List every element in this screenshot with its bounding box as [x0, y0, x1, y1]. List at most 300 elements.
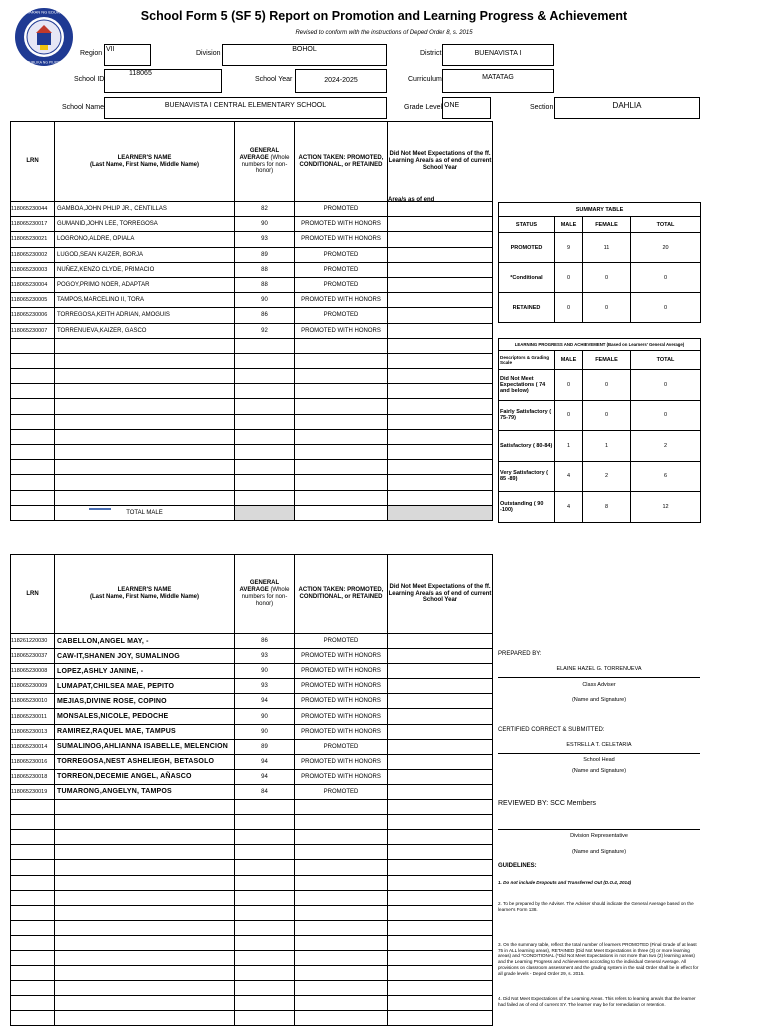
- name-cell[interactable]: [55, 905, 235, 920]
- did-not-meet-cell[interactable]: [388, 217, 493, 232]
- table-row: [11, 649, 493, 664]
- table-row: [11, 445, 493, 460]
- name-cell[interactable]: TAMPOS,MARCELINO II, TORA: [55, 293, 235, 308]
- average-cell[interactable]: [235, 860, 295, 875]
- did-not-meet-cell[interactable]: [388, 784, 493, 799]
- lrn-cell[interactable]: [11, 460, 55, 475]
- did-not-meet-cell[interactable]: [388, 800, 493, 815]
- action-cell[interactable]: [295, 981, 388, 996]
- did-not-meet-cell[interactable]: [388, 950, 493, 965]
- name-cell[interactable]: [55, 384, 235, 399]
- name-cell[interactable]: [55, 475, 235, 490]
- name-cell[interactable]: LUGOD,SEAN KAIZER, BORJA: [55, 247, 235, 262]
- lrn-cell[interactable]: [11, 353, 55, 368]
- lrn-cell[interactable]: 118065230037: [11, 649, 55, 664]
- action-cell[interactable]: [295, 353, 388, 368]
- name-cell[interactable]: [55, 966, 235, 981]
- table-row: [11, 784, 493, 799]
- lrn-cell[interactable]: 118065230019: [11, 784, 55, 799]
- action-cell[interactable]: [295, 384, 388, 399]
- lrn-cell[interactable]: [11, 338, 55, 353]
- average-cell[interactable]: 93: [235, 232, 295, 247]
- school-year-field[interactable]: 2024-2025: [295, 69, 387, 93]
- lrn-cell[interactable]: 118065230044: [11, 202, 55, 217]
- guidelines-title: GUIDELINES:: [498, 863, 537, 869]
- progress-total: 6: [631, 461, 701, 492]
- average-cell[interactable]: [235, 950, 295, 965]
- action-cell[interactable]: PROMOTED WITH HONORS: [295, 709, 388, 724]
- name-cell[interactable]: [55, 860, 235, 875]
- average-cell[interactable]: [235, 875, 295, 890]
- average-cell[interactable]: 88: [235, 277, 295, 292]
- average-cell[interactable]: [235, 369, 295, 384]
- lrn-cell[interactable]: 118065230014: [11, 739, 55, 754]
- did-not-meet-cell[interactable]: [388, 739, 493, 754]
- average-cell[interactable]: [235, 414, 295, 429]
- name-cell[interactable]: LOPEZ,ASHLY JANINE, -: [55, 664, 235, 679]
- average-cell[interactable]: [235, 399, 295, 414]
- average-cell[interactable]: 93: [235, 649, 295, 664]
- progress-male: 0: [555, 370, 583, 401]
- name-cell[interactable]: CAW-IT,SHANEN JOY, SUMALINOG: [55, 649, 235, 664]
- table-row: [11, 724, 493, 739]
- action-cell[interactable]: PROMOTED WITH HONORS: [295, 232, 388, 247]
- action-cell[interactable]: PROMOTED WITH HONORS: [295, 724, 388, 739]
- did-not-meet-cell[interactable]: [388, 664, 493, 679]
- lrn-cell[interactable]: 118261220030: [11, 634, 55, 649]
- did-not-meet-cell[interactable]: [388, 845, 493, 860]
- name-cell[interactable]: LOGRONO,ALDRE, OPIALA: [55, 232, 235, 247]
- average-cell[interactable]: 90: [235, 709, 295, 724]
- lrn-cell[interactable]: 118065230003: [11, 262, 55, 277]
- did-not-meet-cell[interactable]: [388, 293, 493, 308]
- name-cell[interactable]: CABELLON,ANGEL MAY, -: [55, 634, 235, 649]
- did-not-meet-cell[interactable]: [388, 966, 493, 981]
- average-cell[interactable]: 82: [235, 202, 295, 217]
- name-cell[interactable]: [55, 460, 235, 475]
- name-cell[interactable]: [55, 399, 235, 414]
- lrn-cell[interactable]: [11, 890, 55, 905]
- table-row: [11, 202, 493, 217]
- lrn-cell[interactable]: [11, 845, 55, 860]
- summary-head-male: MALE: [555, 217, 583, 233]
- name-cell[interactable]: NUÑEZ,KENZO CLYDE, PRIMACIO: [55, 262, 235, 277]
- action-cell[interactable]: PROMOTED WITH HONORS: [295, 217, 388, 232]
- average-cell[interactable]: [235, 353, 295, 368]
- lrn-cell[interactable]: [11, 399, 55, 414]
- summary-male: 0: [555, 263, 583, 293]
- total-male-action-cell: [295, 505, 388, 520]
- summary-row: [499, 233, 701, 263]
- progress-desc: Very Satisfactory ( 85 -89): [499, 461, 555, 492]
- male-table-header: [11, 122, 493, 202]
- action-cell[interactable]: PROMOTED: [295, 308, 388, 323]
- lrn-cell[interactable]: [11, 920, 55, 935]
- average-cell[interactable]: [235, 384, 295, 399]
- did-not-meet-cell[interactable]: [388, 460, 493, 475]
- action-cell[interactable]: PROMOTED WITH HONORS: [295, 754, 388, 769]
- action-cell[interactable]: PROMOTED WITH HONORS: [295, 679, 388, 694]
- average-cell[interactable]: [235, 966, 295, 981]
- lrn-cell[interactable]: [11, 445, 55, 460]
- lrn-cell[interactable]: [11, 966, 55, 981]
- adviser-role: Class Adviser: [582, 682, 616, 688]
- avg-header-sub: (Whole numbers for non-honor): [241, 154, 290, 175]
- summary-title: SUMMARY TABLE: [499, 203, 701, 217]
- average-cell[interactable]: [235, 996, 295, 1011]
- name-cell[interactable]: [55, 800, 235, 815]
- did-not-meet-cell[interactable]: [388, 649, 493, 664]
- action-header: ACTION TAKEN: PROMOTED, CONDITIONAL, or RETAINED: [295, 122, 388, 202]
- action-cell[interactable]: PROMOTED: [295, 784, 388, 799]
- table-row: [11, 338, 493, 353]
- action-cell[interactable]: [295, 369, 388, 384]
- did-not-meet-cell[interactable]: [388, 890, 493, 905]
- name-cell[interactable]: [55, 414, 235, 429]
- action-cell[interactable]: [295, 935, 388, 950]
- lrn-cell[interactable]: [11, 414, 55, 429]
- lrn-cell[interactable]: [11, 950, 55, 965]
- certified-label: CERTIFIED CORRECT & SUBMITTED:: [498, 727, 605, 733]
- table-row: [11, 399, 493, 414]
- progress-head-male: MALE: [555, 351, 583, 370]
- name-cell[interactable]: [55, 920, 235, 935]
- average-cell[interactable]: 86: [235, 308, 295, 323]
- average-cell[interactable]: 90: [235, 293, 295, 308]
- action-cell[interactable]: PROMOTED: [295, 277, 388, 292]
- name-cell[interactable]: [55, 950, 235, 965]
- average-cell[interactable]: 94: [235, 694, 295, 709]
- average-cell[interactable]: [235, 490, 295, 505]
- action-cell[interactable]: PROMOTED: [295, 247, 388, 262]
- name-cell[interactable]: TORREGOSA,NEST ASHELIEGH, BETASOLO: [55, 754, 235, 769]
- did-not-meet-cell[interactable]: [388, 679, 493, 694]
- did-not-meet-cell[interactable]: [388, 384, 493, 399]
- name-header-main-f: LEARNER'S NAME: [117, 587, 172, 594]
- action-cell[interactable]: [295, 445, 388, 460]
- action-cell[interactable]: PROMOTED: [295, 202, 388, 217]
- average-cell[interactable]: [235, 475, 295, 490]
- did-not-meet-cell[interactable]: [388, 709, 493, 724]
- lrn-cell[interactable]: [11, 935, 55, 950]
- did-not-meet-cell[interactable]: [388, 754, 493, 769]
- lrn-cell[interactable]: 118065230008: [11, 664, 55, 679]
- action-cell[interactable]: [295, 830, 388, 845]
- name-cell[interactable]: [55, 875, 235, 890]
- table-row: [11, 679, 493, 694]
- average-cell[interactable]: 92: [235, 323, 295, 338]
- did-not-meet-cell[interactable]: [388, 353, 493, 368]
- progress-female: 2: [583, 461, 631, 492]
- progress-female: 1: [583, 431, 631, 462]
- average-cell[interactable]: [235, 935, 295, 950]
- name-cell[interactable]: RAMIREZ,RAQUEL MAE, TAMPUS: [55, 724, 235, 739]
- table-row: [11, 460, 493, 475]
- lrn-cell[interactable]: [11, 875, 55, 890]
- action-cell[interactable]: PROMOTED: [295, 262, 388, 277]
- did-not-meet-cell[interactable]: [388, 247, 493, 262]
- action-cell[interactable]: [295, 460, 388, 475]
- did-not-meet-cell[interactable]: [388, 920, 493, 935]
- did-not-meet-cell[interactable]: [388, 875, 493, 890]
- table-row: [11, 830, 493, 845]
- lrn-cell[interactable]: 118065230018: [11, 769, 55, 784]
- name-cell[interactable]: [55, 445, 235, 460]
- average-cell[interactable]: [235, 830, 295, 845]
- average-cell[interactable]: 89: [235, 247, 295, 262]
- total-male-avg-cell: [235, 505, 295, 520]
- did-not-meet-cell[interactable]: [388, 724, 493, 739]
- did-not-meet-cell[interactable]: [388, 694, 493, 709]
- adviser-sig-label: (Name and Signature): [571, 697, 627, 703]
- total-male-label-cell: [55, 505, 235, 520]
- grade-level-field[interactable]: ONE: [442, 97, 491, 119]
- average-cell[interactable]: [235, 890, 295, 905]
- lrn-cell[interactable]: 118065230016: [11, 754, 55, 769]
- progress-total: 0: [631, 370, 701, 401]
- did-not-meet-cell[interactable]: [388, 232, 493, 247]
- name-cell[interactable]: GUMANID,JOHN LEE, TORREGOSA: [55, 217, 235, 232]
- table-row: [11, 247, 493, 262]
- reviewed-label: REVIEWED BY: SCC Members: [498, 800, 597, 807]
- name-cell[interactable]: [55, 935, 235, 950]
- region-label: Region: [80, 50, 103, 57]
- table-row: [11, 323, 493, 338]
- lrn-header-f: LRN: [11, 555, 55, 634]
- progress-female: 0: [583, 400, 631, 431]
- action-cell[interactable]: [295, 414, 388, 429]
- name-cell[interactable]: TUMARONG,ANGELYN, TAMPOS: [55, 784, 235, 799]
- form-subtitle: Revised to conform with the instructions of Deped Order 8, s. 2015: [295, 30, 473, 36]
- table-row: [11, 739, 493, 754]
- action-header-f: ACTION TAKEN: PROMOTED, CONDITIONAL, or RETAINED: [295, 555, 388, 634]
- did-not-meet-cell[interactable]: [388, 475, 493, 490]
- did-not-meet-cell[interactable]: [388, 769, 493, 784]
- average-cell[interactable]: 94: [235, 754, 295, 769]
- action-cell[interactable]: [295, 920, 388, 935]
- total-male-row: [11, 505, 493, 520]
- action-cell[interactable]: PROMOTED WITH HONORS: [295, 664, 388, 679]
- name-cell[interactable]: TORREON,DECEMIE ANGEL, AÑASCO: [55, 769, 235, 784]
- name-cell[interactable]: [55, 845, 235, 860]
- lrn-cell[interactable]: [11, 996, 55, 1011]
- division-field[interactable]: BOHOL: [222, 44, 387, 66]
- action-cell[interactable]: [295, 996, 388, 1011]
- did-not-meet-cell[interactable]: [388, 202, 493, 217]
- action-cell[interactable]: [295, 966, 388, 981]
- lrn-cell[interactable]: [11, 369, 55, 384]
- did-not-meet-cell[interactable]: [388, 277, 493, 292]
- average-cell[interactable]: [235, 429, 295, 444]
- name-cell[interactable]: [55, 429, 235, 444]
- action-cell[interactable]: PROMOTED WITH HONORS: [295, 649, 388, 664]
- did-not-meet-cell[interactable]: [388, 414, 493, 429]
- name-cell[interactable]: [55, 996, 235, 1011]
- average-cell[interactable]: [235, 800, 295, 815]
- did-not-meet-cell[interactable]: [388, 634, 493, 649]
- lrn-cell[interactable]: 118065230004: [11, 277, 55, 292]
- progress-desc: Fairly Satisfactory ( 75-79): [499, 400, 555, 431]
- action-cell[interactable]: PROMOTED WITH HONORS: [295, 694, 388, 709]
- did-not-meet-cell[interactable]: [388, 369, 493, 384]
- did-not-meet-cell[interactable]: [388, 490, 493, 505]
- name-cell[interactable]: [55, 981, 235, 996]
- lrn-cell[interactable]: 118065230002: [11, 247, 55, 262]
- lrn-cell[interactable]: [11, 475, 55, 490]
- did-not-meet-cell[interactable]: [388, 830, 493, 845]
- district-field[interactable]: BUENAVISTA I: [442, 44, 554, 66]
- progress-desc: Satisfactory ( 80-84): [499, 431, 555, 462]
- did-not-meet-cell[interactable]: [388, 308, 493, 323]
- curriculum-field[interactable]: MATATAG: [442, 69, 554, 93]
- lrn-cell[interactable]: 118065230010: [11, 694, 55, 709]
- action-cell[interactable]: [295, 815, 388, 830]
- section-field[interactable]: DAHLIA: [554, 97, 700, 119]
- lrn-cell[interactable]: 118065230017: [11, 217, 55, 232]
- progress-total: 0: [631, 400, 701, 431]
- action-cell[interactable]: [295, 338, 388, 353]
- table-row: [11, 845, 493, 860]
- average-cell[interactable]: 84: [235, 784, 295, 799]
- action-cell[interactable]: PROMOTED: [295, 739, 388, 754]
- action-cell[interactable]: PROMOTED WITH HONORS: [295, 769, 388, 784]
- average-cell[interactable]: 89: [235, 739, 295, 754]
- average-cell[interactable]: [235, 905, 295, 920]
- action-cell[interactable]: [295, 845, 388, 860]
- lrn-cell[interactable]: 118065230009: [11, 679, 55, 694]
- lrn-cell[interactable]: 118065230006: [11, 308, 55, 323]
- average-cell[interactable]: [235, 338, 295, 353]
- did-not-meet-cell[interactable]: [388, 445, 493, 460]
- name-cell[interactable]: TORRENUEVA,KAIZER, GASCO: [55, 323, 235, 338]
- did-not-meet-cell[interactable]: [388, 981, 493, 996]
- action-cell[interactable]: PROMOTED: [295, 634, 388, 649]
- did-not-meet-cell[interactable]: [388, 996, 493, 1011]
- average-cell[interactable]: 90: [235, 664, 295, 679]
- action-cell[interactable]: PROMOTED WITH HONORS: [295, 323, 388, 338]
- action-cell[interactable]: [295, 800, 388, 815]
- name-cell[interactable]: SUMALINOG,AHLIANNA ISABELLE, MELENCION: [55, 739, 235, 754]
- female-learners-table: [10, 554, 493, 1026]
- did-not-meet-cell[interactable]: [388, 815, 493, 830]
- name-cell[interactable]: LUMAPAT,CHILSEA MAE, PEPITO: [55, 679, 235, 694]
- name-cell[interactable]: GAMBOA,JOHN PHLIP JR., CENTILLAS: [55, 202, 235, 217]
- name-cell[interactable]: [55, 815, 235, 830]
- table-row: [11, 694, 493, 709]
- region-field[interactable]: VII: [104, 44, 151, 66]
- lrn-cell[interactable]: 118065230011: [11, 709, 55, 724]
- progress-row: [499, 461, 701, 492]
- average-cell[interactable]: 93: [235, 679, 295, 694]
- average-cell[interactable]: [235, 445, 295, 460]
- school-name-label: School Name: [62, 104, 105, 111]
- average-cell[interactable]: [235, 815, 295, 830]
- table-row: [11, 890, 493, 905]
- name-cell[interactable]: MEJIAS,DIVINE ROSE, COPINO: [55, 694, 235, 709]
- school-name-field[interactable]: BUENAVISTA I CENTRAL ELEMENTARY SCHOOL: [104, 97, 387, 119]
- average-cell[interactable]: [235, 981, 295, 996]
- div-rep-sig-label: (Name and Signature): [571, 849, 627, 855]
- name-cell[interactable]: MONSALES,NICOLE, PEDOCHE: [55, 709, 235, 724]
- name-cell[interactable]: [55, 830, 235, 845]
- lrn-cell[interactable]: 118065230005: [11, 293, 55, 308]
- action-cell[interactable]: [295, 890, 388, 905]
- lrn-cell[interactable]: [11, 981, 55, 996]
- lrn-cell[interactable]: 118065230013: [11, 724, 55, 739]
- did-not-meet-cell[interactable]: [388, 262, 493, 277]
- lrn-cell[interactable]: [11, 384, 55, 399]
- name-cell[interactable]: [55, 338, 235, 353]
- average-cell[interactable]: [235, 920, 295, 935]
- action-cell[interactable]: PROMOTED WITH HONORS: [295, 293, 388, 308]
- did-not-meet-cell[interactable]: [388, 323, 493, 338]
- did-not-meet-cell[interactable]: [388, 860, 493, 875]
- name-cell[interactable]: [55, 490, 235, 505]
- progress-head-desc: Descriptors & Grading Scale: [499, 351, 555, 370]
- average-cell[interactable]: [235, 460, 295, 475]
- average-cell[interactable]: [235, 845, 295, 860]
- did-not-meet-cell[interactable]: [388, 935, 493, 950]
- action-cell[interactable]: [295, 905, 388, 920]
- did-not-meet-cell[interactable]: [388, 399, 493, 414]
- action-cell[interactable]: [295, 490, 388, 505]
- action-cell[interactable]: [295, 860, 388, 875]
- lrn-cell[interactable]: [11, 830, 55, 845]
- lrn-cell[interactable]: [11, 905, 55, 920]
- did-not-meet-cell[interactable]: [388, 429, 493, 444]
- name-cell[interactable]: POGOY,PRIMO NOER, ADAPTAR: [55, 277, 235, 292]
- action-cell[interactable]: [295, 399, 388, 414]
- average-cell[interactable]: 86: [235, 634, 295, 649]
- lrn-cell[interactable]: [11, 490, 55, 505]
- adviser-line: [498, 677, 700, 678]
- progress-male: 1: [555, 431, 583, 462]
- overflow-text: Area/s as of end: [388, 197, 435, 203]
- lrn-cell[interactable]: [11, 860, 55, 875]
- progress-head-female: FEMALE: [583, 351, 631, 370]
- lrn-cell[interactable]: [11, 815, 55, 830]
- average-cell[interactable]: 88: [235, 262, 295, 277]
- did-not-meet-cell[interactable]: [388, 905, 493, 920]
- progress-male: 4: [555, 461, 583, 492]
- action-cell[interactable]: [295, 475, 388, 490]
- name-cell[interactable]: [55, 369, 235, 384]
- progress-desc: Outstanding ( 90 -100): [499, 492, 555, 523]
- table-row: [11, 232, 493, 247]
- average-cell[interactable]: 90: [235, 724, 295, 739]
- lrn-cell[interactable]: [11, 429, 55, 444]
- average-cell[interactable]: 90: [235, 217, 295, 232]
- lrn-cell[interactable]: [11, 800, 55, 815]
- name-cell[interactable]: TORREGOSA,KEITH ADRIAN, AMOGUIS: [55, 308, 235, 323]
- progress-total: 2: [631, 431, 701, 462]
- table-row: [11, 860, 493, 875]
- action-cell[interactable]: [295, 875, 388, 890]
- lrn-cell[interactable]: 118065230021: [11, 232, 55, 247]
- action-cell[interactable]: [295, 950, 388, 965]
- name-cell[interactable]: [55, 353, 235, 368]
- did-not-meet-cell[interactable]: [388, 338, 493, 353]
- action-cell[interactable]: [295, 429, 388, 444]
- summary-male: 9: [555, 233, 583, 263]
- total-male-dnm-cell: [388, 505, 493, 520]
- average-cell[interactable]: 94: [235, 769, 295, 784]
- table-row: [11, 815, 493, 830]
- name-cell[interactable]: [55, 890, 235, 905]
- school-year-label: School Year: [255, 76, 293, 83]
- lrn-cell[interactable]: 118065230007: [11, 323, 55, 338]
- school-id-field[interactable]: 118065: [104, 69, 222, 93]
